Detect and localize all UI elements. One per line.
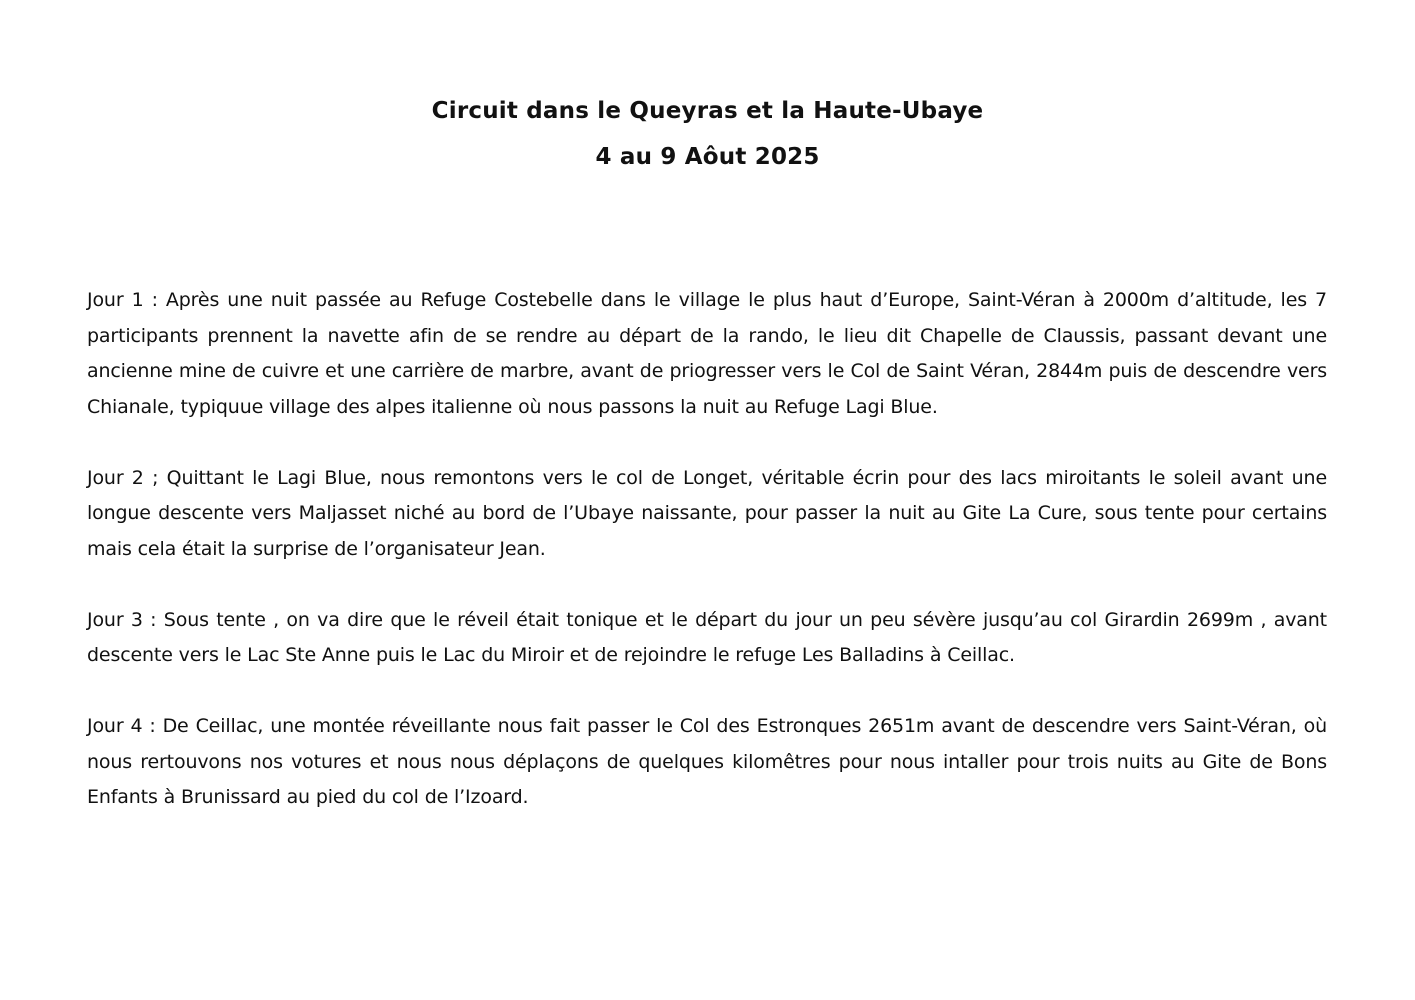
paragraph-jour-1: Jour 1 : Après une nuit passée au Refuge Costebelle dans le village le plus haut d’Europe, Saint-Véran à 2000m d’altitude, les 7 participants prennent la navette afin de se rendre au départ de la rando, le lieu dit Chapelle de Claussis, passant devant une ancienne mine de cuivre et une carrière de marbre, avant de priogresser vers le Col de Saint Véran, 2844m puis de descendre vers Chianale, typiquue village des alpes italienne où nous passons la nuit au Refuge Lagi Blue. xyxy=(87,289,1327,418)
paragraph-jour-3: Jour 3 : Sous tente , on va dire que le réveil était tonique et le départ du jour un peu sévère jusqu’au col Girardin 2699m , avant descente vers le Lac Ste Anne puis le Lac du Miroir et de rejoindre le refuge Les Balladins à Ceillac. xyxy=(87,608,1327,666)
document-body xyxy=(87,283,1327,851)
document-title: Circuit dans le Queyras et la Haute-Ubaye xyxy=(431,98,984,124)
paragraph-jour-4: Jour 4 : De Ceillac, une montée réveillante nous fait passer le Col des Estronques 2651m avant de descendre vers Saint-Véran, où nous rertouvons nos votures et nous nous déplaçons de quelques kilomêtres pour nous intaller pour trois nuits au Gite de Bons Enfants à Brunissard au pied du col de l’Izoard. xyxy=(87,715,1327,808)
document-dates: 4 au 9 Aôut 2025 xyxy=(595,144,820,170)
paragraph-jour-2: Jour 2 ; Quittant le Lagi Blue, nous remontons vers le col de Longet, véritable écrin pour des lacs miroitants le soleil avant une longue descente vers Maljasset niché au bord de l’Ubaye naissante, pour passer la nuit au Gite La Cure, sous tente pour certains mais cela était la surprise de l’organisateur Jean. xyxy=(87,466,1327,560)
title-block xyxy=(0,88,1415,180)
